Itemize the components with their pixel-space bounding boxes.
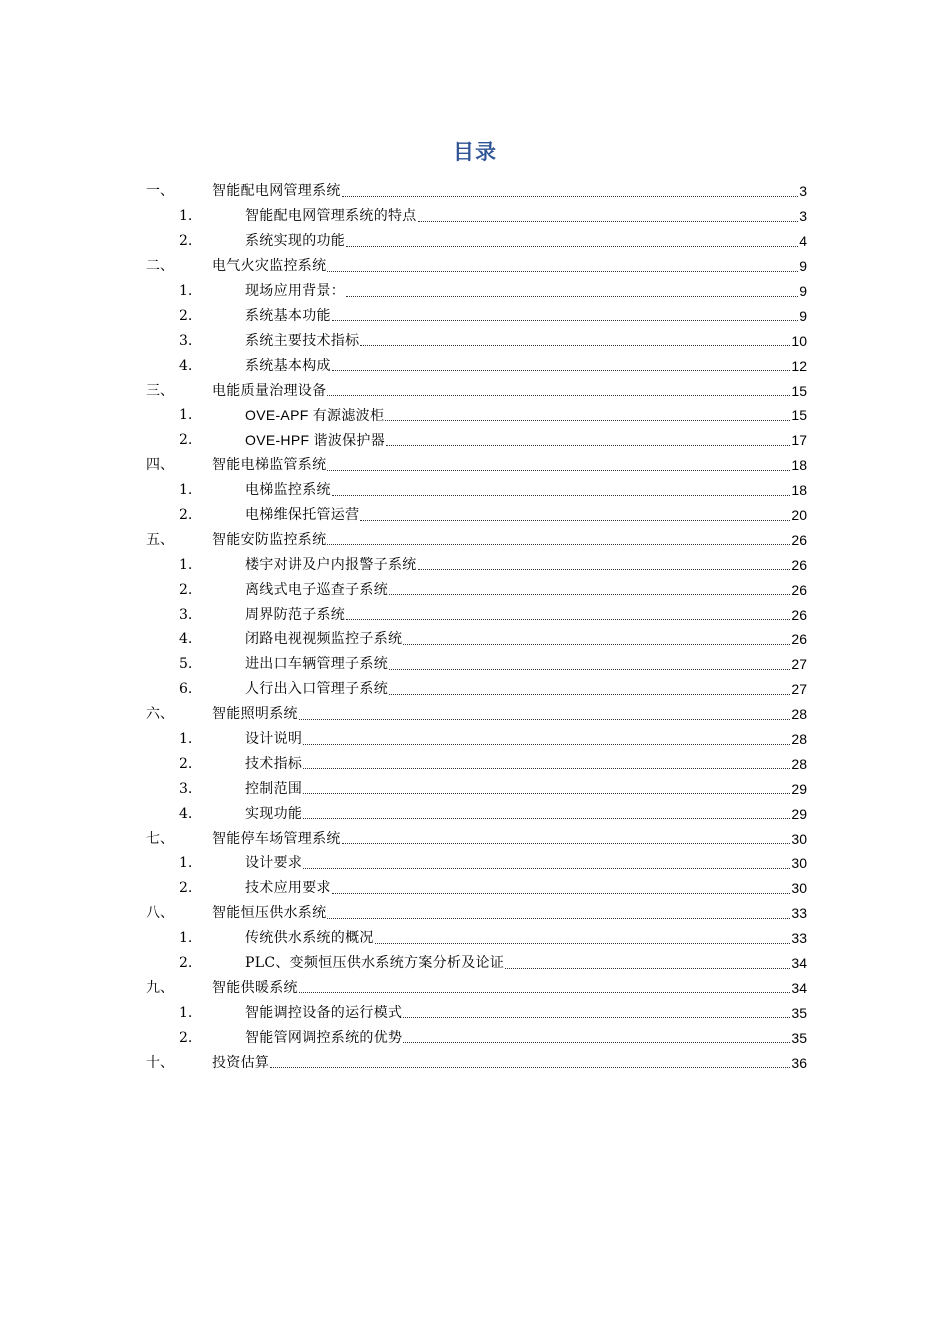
toc-entry-title: 电气火灾监控系统 (212, 258, 327, 275)
toc-dot-leader (389, 582, 790, 595)
toc-dot-leader (299, 980, 791, 993)
toc-entry-title: 系统实现的功能 (245, 233, 346, 250)
toc-dot-leader (342, 831, 791, 844)
toc-entry-title: 系统基本构成 (245, 357, 331, 374)
toc-dot-leader (332, 358, 791, 371)
toc-entry-title: 智能电梯监管系统 (212, 457, 327, 474)
toc-subsection-entry[interactable] (146, 727, 807, 752)
toc-subsection-entry[interactable] (146, 303, 807, 328)
toc-entry-title: 系统主要技术指标 (245, 332, 360, 349)
toc-entry-number: 四、 (146, 457, 174, 474)
toc-subsection-entry[interactable] (146, 602, 807, 627)
toc-page-number: 4 (799, 233, 807, 250)
toc-page-number: 17 (791, 432, 807, 449)
toc-entry-title: 智能配电网管理系统 (212, 183, 341, 200)
toc-page-number: 18 (791, 482, 807, 499)
toc-entry-number: 2. (179, 955, 193, 972)
toc-subsection-entry[interactable] (146, 951, 807, 976)
toc-entry-title: 控制范围 (245, 780, 303, 797)
toc-dot-leader (332, 881, 791, 894)
toc-entry-number: 1. (179, 930, 193, 947)
toc-entry-number: 八、 (146, 905, 174, 922)
toc-dot-leader (332, 483, 791, 496)
toc-entry-number: 2. (179, 880, 193, 897)
toc-page-number: 10 (791, 332, 807, 349)
toc-page-number: 9 (799, 307, 807, 324)
toc-entry-number: 3. (179, 332, 193, 349)
toc-page-number: 34 (791, 955, 807, 972)
toc-entry-number: 九、 (146, 979, 174, 996)
toc-entry-title: 设计要求 (245, 855, 303, 872)
toc-dot-leader (346, 284, 798, 297)
toc-page-number: 26 (791, 631, 807, 648)
toc-dot-leader (327, 532, 790, 545)
toc-entry-number: 6. (179, 681, 193, 698)
toc-page-number: 29 (791, 780, 807, 797)
toc-entry-title: OVE-HPF 谐波保护器 (245, 432, 386, 449)
toc-entry-number: 5. (179, 656, 193, 673)
toc-dot-leader (327, 383, 790, 396)
toc-entry-title: 智能管网调控系统的优势 (245, 1029, 403, 1046)
toc-dot-leader (375, 931, 791, 944)
toc-section-entry[interactable] (146, 179, 807, 204)
toc-dot-leader (360, 508, 790, 521)
toc-page-number: 15 (791, 407, 807, 424)
toc-subsection-entry[interactable] (146, 403, 807, 428)
toc-page-number: 20 (791, 507, 807, 524)
toc-subsection-entry[interactable] (146, 503, 807, 528)
toc-entry-title: 离线式电子巡查子系统 (245, 581, 388, 598)
toc-page-number: 3 (799, 183, 807, 200)
toc-entry-title: 楼宇对讲及户内报警子系统 (245, 556, 417, 573)
toc-page-number: 33 (791, 930, 807, 947)
toc-dot-leader (403, 1030, 790, 1043)
toc-entry-number: 六、 (146, 706, 174, 723)
toc-page-number: 3 (799, 208, 807, 225)
toc-dot-leader (327, 906, 790, 919)
toc-entry-number: 七、 (146, 830, 174, 847)
toc-page-number: 26 (791, 556, 807, 573)
toc-entry-number: 五、 (146, 531, 174, 548)
toc-section-entry[interactable] (146, 826, 807, 851)
toc-subsection-entry[interactable] (146, 876, 807, 901)
toc-dot-leader (342, 184, 799, 197)
toc-subsection-entry[interactable] (146, 478, 807, 503)
toc-page-number: 33 (791, 905, 807, 922)
toc-dot-leader (389, 682, 790, 695)
toc-section-entry[interactable] (146, 702, 807, 727)
toc-dot-leader (418, 209, 799, 222)
toc-subsection-entry[interactable] (146, 279, 807, 304)
toc-entry-title: 现场应用背景： (245, 283, 346, 299)
toc-entry-title: PLC、变频恒压供水系统方案分析及论证 (245, 955, 505, 972)
toc-entry-number: 1. (179, 208, 193, 225)
toc-subsection-entry[interactable] (146, 926, 807, 951)
toc-entry-title: 智能停车场管理系统 (212, 830, 341, 847)
toc-page-number: 9 (799, 258, 807, 275)
toc-entry-number: 2. (179, 507, 193, 524)
toc-subsection-entry[interactable] (146, 204, 807, 229)
toc-dot-leader (360, 333, 790, 346)
toc-entry-number: 1. (179, 1004, 193, 1021)
toc-page-number: 9 (799, 283, 807, 299)
toc-entry-number: 1. (179, 556, 193, 573)
toc-entry-title: OVE-APF 有源滤波柜 (245, 407, 385, 424)
toc-page-number: 28 (791, 706, 807, 723)
toc-page-number: 26 (791, 581, 807, 598)
toc-subsection-entry[interactable] (146, 677, 807, 702)
toc-entry-title: 智能配电网管理系统的特点 (245, 208, 417, 225)
toc-dot-leader (385, 408, 790, 421)
toc-dot-leader (303, 756, 790, 769)
toc-entry-number: 2. (179, 233, 193, 250)
toc-dot-leader (389, 657, 790, 670)
toc-entry-title: 人行出入口管理子系统 (245, 681, 388, 698)
toc-entry-number: 2. (179, 307, 193, 324)
toc-entry-title: 传统供水系统的概况 (245, 930, 374, 947)
toc-section-entry[interactable] (146, 901, 807, 926)
toc-page-number: 15 (791, 382, 807, 399)
toc-entry-number: 3. (179, 780, 193, 797)
toc-entry-number: 1. (179, 407, 193, 424)
toc-page-number: 28 (791, 755, 807, 772)
toc-dot-leader (303, 856, 790, 869)
toc-entry-title: 智能供暖系统 (212, 979, 298, 996)
toc-page-number: 27 (791, 681, 807, 698)
toc-page-number: 36 (791, 1054, 807, 1071)
toc-entry-number: 十、 (146, 1054, 174, 1071)
toc-section-entry[interactable] (146, 527, 807, 552)
toc-dot-leader (270, 1055, 790, 1068)
toc-entry-title: 投资估算 (212, 1054, 270, 1071)
toc-page-number: 26 (791, 531, 807, 548)
toc-section-entry[interactable] (146, 976, 807, 1001)
toc-dot-leader (403, 1005, 790, 1018)
toc-dot-leader (505, 956, 790, 969)
toc-subsection-entry[interactable] (146, 1025, 807, 1050)
toc-entry-title: 技术指标 (245, 755, 303, 772)
toc-dot-leader (332, 308, 798, 321)
toc-dot-leader (327, 458, 790, 471)
toc-dot-leader (303, 781, 790, 794)
toc-entry-title: 技术应用要求 (245, 880, 331, 897)
toc-dot-leader (346, 607, 790, 620)
toc-subsection-entry[interactable] (146, 652, 807, 677)
toc-dot-leader (386, 433, 790, 446)
toc-entry-number: 4. (179, 357, 193, 374)
toc-entry-number: 1. (179, 731, 193, 748)
toc-page-number: 30 (791, 880, 807, 897)
toc-section-entry[interactable] (146, 1050, 807, 1075)
toc-entry-title: 电梯监控系统 (245, 482, 331, 499)
toc-subsection-entry[interactable] (146, 751, 807, 776)
toc-page-number: 29 (791, 805, 807, 822)
toc-entry-title: 进出口车辆管理子系统 (245, 656, 388, 673)
toc-subsection-entry[interactable] (146, 627, 807, 652)
toc-page-number: 30 (791, 830, 807, 847)
toc-dot-leader (327, 259, 798, 272)
toc-entry-number: 2. (179, 755, 193, 772)
toc-entry-number: 2. (179, 1029, 193, 1046)
toc-entry-number: 1. (179, 482, 193, 499)
toc-subsection-entry[interactable] (146, 776, 807, 801)
toc-entry-number: 1. (179, 283, 193, 299)
toc-dot-leader (403, 632, 790, 645)
toc-entry-number: 一、 (146, 183, 174, 200)
toc-page-number: 35 (791, 1029, 807, 1046)
toc-entry-title: 智能照明系统 (212, 706, 298, 723)
toc-subsection-entry[interactable] (146, 552, 807, 577)
toc-entry-number: 3. (179, 606, 193, 623)
toc-entry-title: 系统基本功能 (245, 307, 331, 324)
toc-subsection-entry[interactable] (146, 851, 807, 876)
toc-list (146, 179, 807, 1075)
toc-page-number: 35 (791, 1004, 807, 1021)
toc-page-number: 26 (791, 606, 807, 623)
toc-dot-leader (303, 806, 790, 819)
toc-entry-title: 智能恒压供水系统 (212, 905, 327, 922)
toc-dot-leader (303, 732, 790, 745)
toc-entry-title: 实现功能 (245, 805, 303, 822)
toc-entry-number: 4. (179, 631, 193, 648)
toc-page-number: 12 (791, 357, 807, 374)
toc-dot-leader (418, 557, 791, 570)
toc-entry-title: 电能质量治理设备 (212, 382, 327, 399)
toc-section-entry[interactable] (146, 378, 807, 403)
toc-page-number: 34 (791, 979, 807, 996)
toc-page-number: 30 (791, 855, 807, 872)
toc-section-entry[interactable] (146, 254, 807, 279)
toc-entry-title: 周界防范子系统 (245, 606, 346, 623)
toc-entry-title: 智能安防监控系统 (212, 531, 327, 548)
toc-subsection-entry[interactable] (146, 428, 807, 453)
toc-title: 目录 (453, 140, 497, 164)
toc-page-number: 27 (791, 656, 807, 673)
toc-entry-number: 2. (179, 432, 193, 449)
toc-dot-leader (346, 234, 798, 247)
toc-entry-number: 二、 (146, 258, 174, 275)
toc-entry-title: 智能调控设备的运行模式 (245, 1004, 403, 1021)
toc-page-number: 18 (791, 457, 807, 474)
toc-subsection-entry[interactable] (146, 229, 807, 254)
toc-subsection-entry[interactable] (146, 353, 807, 378)
toc-dot-leader (299, 707, 791, 720)
toc-entry-number: 1. (179, 855, 193, 872)
toc-subsection-entry[interactable] (146, 1000, 807, 1025)
toc-entry-title: 设计说明 (245, 731, 303, 748)
toc-subsection-entry[interactable] (146, 328, 807, 353)
toc-page-number: 28 (791, 731, 807, 748)
toc-entry-number: 2. (179, 581, 193, 598)
toc-entry-number: 三、 (146, 382, 174, 399)
toc-entry-title: 闭路电视视频监控子系统 (245, 631, 403, 648)
toc-entry-title: 电梯维保托管运营 (245, 507, 360, 524)
toc-subsection-entry[interactable] (146, 577, 807, 602)
toc-entry-number: 4. (179, 805, 193, 822)
toc-section-entry[interactable] (146, 453, 807, 478)
toc-subsection-entry[interactable] (146, 801, 807, 826)
